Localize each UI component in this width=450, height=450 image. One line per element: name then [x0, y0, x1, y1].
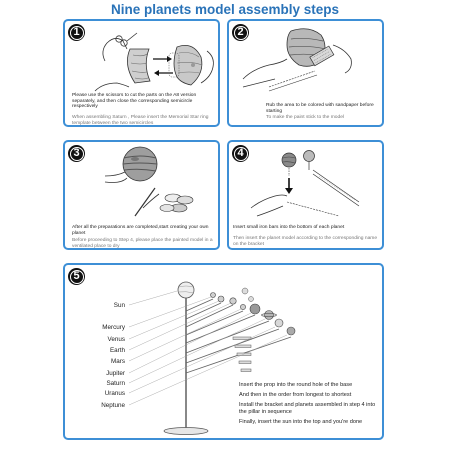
step-4-main-text: Insert small iron bars into the bottom of each planet [233, 225, 345, 230]
step-number-badge: 1 [68, 24, 85, 41]
step-1-main-text: Please use the scissors to cut the parts on the A8 version separately, and then close the corresponding semicircle respectively [72, 93, 197, 110]
step-4-panel [227, 140, 384, 250]
step-4-sub-text: Then insert the planet model according to the corresponding name on the bracket [233, 236, 378, 247]
planet-label-neptune: Neptune [101, 402, 125, 409]
step-number-badge: 5 [68, 268, 85, 285]
step-1-sub-text: When assembling Saturn , Please insert the Memorial Star ring template between the two semicircles [72, 115, 209, 126]
planet-label-sun: Sun [113, 302, 125, 309]
step-5-instruction-4: Finally, insert the sun into the top and you're done [239, 419, 363, 425]
step-5-instruction-1: Insert the prop into the round hole of the base [239, 382, 353, 388]
step-2-sub-text: To make the paint stick to the model [266, 115, 345, 120]
step-4-illustration [229, 142, 384, 224]
planet-label-saturn: Saturn [106, 380, 125, 387]
step-3-main-text: After all the preparations are completed,start creating your own planet [72, 225, 209, 236]
step-number-badge: 4 [232, 145, 249, 162]
planet-label-mars: Mars [111, 358, 125, 365]
step-1-panel [63, 19, 220, 127]
step-number-badge: 3 [68, 145, 85, 162]
step-5-panel [63, 263, 384, 440]
planet-label-earth: Earth [109, 347, 125, 354]
step-3-illustration [65, 142, 220, 224]
step-3-sub-text: Before proceeding to Step 4, please place the painted model in a ventilated place to dry [72, 238, 213, 249]
step-3-panel [63, 140, 220, 250]
step-number-badge: 2 [232, 24, 249, 41]
step-1-illustration [65, 21, 220, 93]
page-title: Nine planets model assembly steps [110, 2, 340, 17]
planet-label-mercury: Mercury [102, 324, 125, 331]
step-5-instruction-3: Install the bracket and planets assembled in step 4 into the pillar in sequence [239, 402, 376, 415]
step-2-main-text: Rub the area to be colored with sandpaper before starting [266, 103, 374, 114]
step-5-instruction-2: And then in the order from longest to shortest [239, 392, 352, 398]
step-2-illustration [229, 21, 384, 101]
planet-label-uranus: Uranus [104, 390, 125, 397]
step-2-panel [227, 19, 384, 127]
planet-label-jupiter: Jupiter [106, 370, 125, 377]
planet-label-venus: Venus [107, 336, 125, 343]
